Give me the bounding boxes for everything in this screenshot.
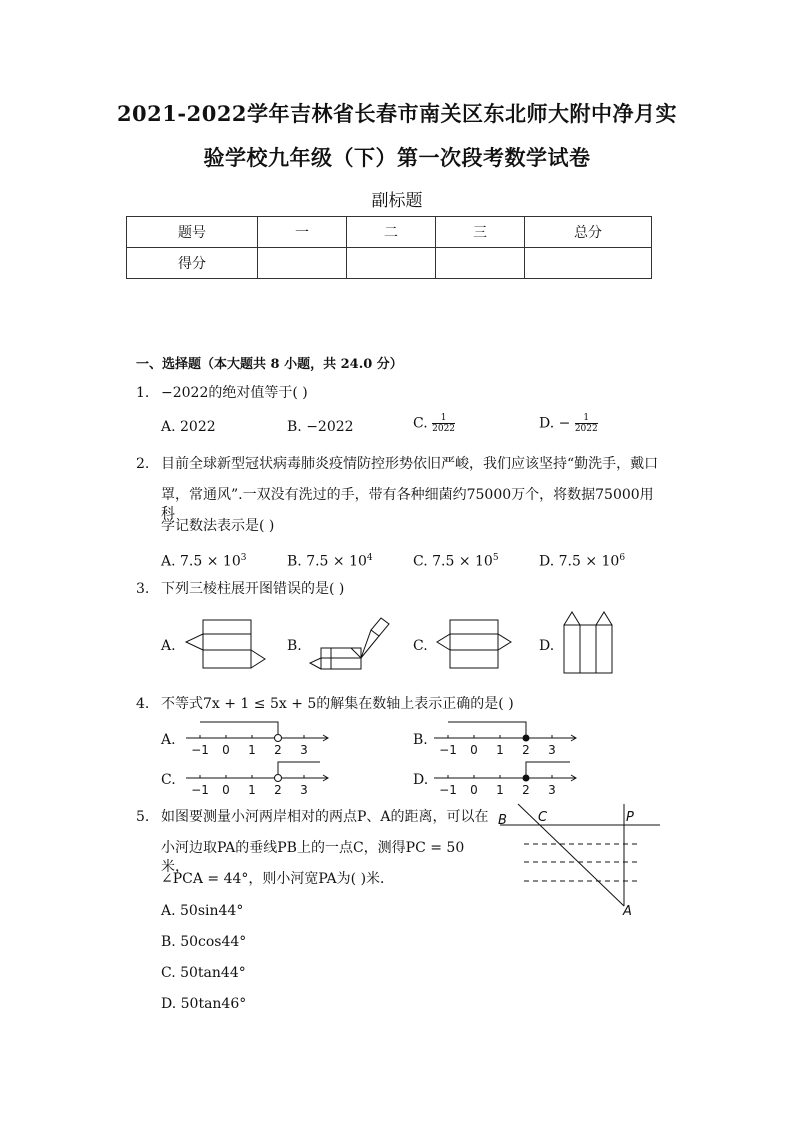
option-b-label: B. — [413, 732, 428, 748]
tick-label: 2 — [274, 783, 282, 797]
question-number: 5. — [136, 809, 150, 825]
score-table-blank-cell — [347, 248, 436, 279]
option-d — [539, 549, 625, 572]
option-a-label: A. — [161, 732, 176, 748]
tick-label: 3 — [548, 783, 556, 797]
option-text: B. 7.5 × 10 — [287, 553, 367, 570]
option-a: A. 2022 — [161, 419, 216, 435]
option-text: C. 7.5 × 10 — [413, 553, 493, 570]
option-c — [413, 413, 455, 434]
page-subtitle: 副标题 — [371, 191, 423, 211]
score-table-cell: 得分 — [127, 248, 258, 279]
option-c-label: C. — [413, 638, 428, 654]
tick-label: −1 — [191, 743, 209, 757]
option-c — [413, 549, 499, 572]
closed-dot — [523, 735, 530, 742]
option-label: C. — [413, 415, 428, 432]
exponent: 6 — [619, 553, 626, 563]
option-a — [161, 549, 246, 572]
score-table-cell: 一 — [258, 217, 347, 248]
option-d — [539, 413, 598, 434]
line-ca — [518, 804, 624, 906]
tick-label: 2 — [522, 783, 530, 797]
option-c: C. 50tan44° — [161, 965, 246, 981]
option-label: D. − — [539, 415, 571, 432]
number-line-d — [428, 756, 588, 798]
score-table-blank-cell — [258, 248, 347, 279]
tick-label: −1 — [439, 783, 457, 797]
tick-label: 0 — [222, 783, 230, 797]
question-number: 4. — [136, 696, 150, 712]
option-a: A. 50sin44° — [161, 903, 244, 919]
fraction — [432, 413, 455, 434]
score-table-cell: 二 — [347, 217, 436, 248]
point-label-b: B — [498, 813, 507, 828]
option-b-label: B. — [287, 638, 302, 654]
question-number: 2. — [136, 456, 150, 472]
denominator: 2022 — [574, 424, 598, 434]
tick-label: 3 — [548, 743, 556, 757]
question-number: 1. — [136, 385, 150, 401]
option-text: D. 7.5 × 10 — [539, 553, 620, 570]
exponent: 3 — [240, 553, 247, 563]
page-title-line-2: 验学校九年级（下）第一次段考数学试卷 — [203, 145, 591, 170]
tick-label: 0 — [470, 783, 478, 797]
prism-net-d-figure — [560, 609, 616, 675]
number-line-c — [180, 756, 340, 798]
option-b: B. 50cos44° — [161, 934, 247, 950]
tick-label: 3 — [300, 783, 308, 797]
closed-dot — [523, 775, 530, 782]
question-stem-line: 罩，常通风”.一双没有洗过的手，带有各种细菌约75000万个，将数据75000用科 — [161, 487, 654, 522]
question-stem-line: 目前全球新型冠状病毒肺炎疫情防控形势依旧严峻，我们应该坚持“勤洗手，戴口 — [161, 456, 659, 472]
option-d: D. 50tan46° — [161, 996, 247, 1012]
question-stem-line: 学记数法表示是( ) — [161, 518, 275, 534]
question-stem: −2022的绝对值等于( ) — [161, 385, 308, 401]
denominator: 2022 — [432, 424, 456, 434]
tick-label: −1 — [439, 743, 457, 757]
exponent: 4 — [366, 553, 373, 563]
question-stem-line: ∠PCA = 44°，则小河宽PA为( )米． — [161, 871, 395, 887]
tick-label: 0 — [222, 743, 230, 757]
prism-net-c-figure — [434, 618, 520, 670]
numerator: 1 — [440, 413, 447, 423]
score-table-cell: 题号 — [127, 217, 258, 248]
point-label-c: C — [538, 810, 548, 825]
prism-net-b-figure — [305, 612, 391, 672]
fraction — [575, 413, 598, 434]
option-text: A. 7.5 × 10 — [161, 553, 241, 570]
score-table-cell: 总分 — [525, 217, 652, 248]
question-stem: 下列三棱柱展开图错误的是( ) — [161, 581, 345, 597]
prism-net-a-figure — [183, 618, 269, 670]
score-table-cell: 三 — [436, 217, 525, 248]
tick-label: 1 — [248, 783, 256, 797]
score-table-score-row — [127, 248, 652, 279]
tick-label: 1 — [496, 783, 504, 797]
tick-label: 2 — [274, 743, 282, 757]
exponent: 5 — [492, 553, 499, 563]
score-table-blank-cell — [436, 248, 525, 279]
option-b — [287, 549, 373, 572]
tick-label: 2 — [522, 743, 530, 757]
point-label-a: A — [623, 904, 632, 918]
score-table-blank-cell — [525, 248, 652, 279]
question-stem-line: 小河边取PA的垂线PB上的一点C，测得PC = 50米， — [161, 840, 465, 875]
open-dot — [275, 775, 282, 782]
river-width-figure — [494, 802, 664, 918]
tick-label: 3 — [300, 743, 308, 757]
option-b: B. −2022 — [287, 419, 354, 435]
question-number: 3. — [136, 581, 150, 597]
tick-label: 1 — [496, 743, 504, 757]
section-heading: 一、选择题（本大题共 8 小题，共 24.0 分） — [136, 357, 403, 372]
tick-label: −1 — [191, 783, 209, 797]
option-c-label: C. — [161, 772, 176, 788]
numerator: 1 — [583, 413, 590, 423]
question-stem: 不等式7x + 1 ≤ 5x + 5的解集在数轴上表示正确的是( ) — [161, 696, 514, 712]
tick-label: 1 — [248, 743, 256, 757]
option-d-label: D. — [413, 772, 429, 788]
question-stem-line: 如图要测量小河两岸相对的两点P、A的距离，可以在 — [161, 809, 489, 825]
page-title-line-1: 2021-2022学年吉林省长春市南关区东北师大附中净月实 — [116, 101, 678, 126]
option-d-label: D. — [539, 638, 555, 654]
open-dot — [275, 735, 282, 742]
number-line-a — [180, 716, 340, 758]
score-table — [126, 216, 652, 279]
point-label-p: P — [626, 810, 634, 825]
option-a-label: A. — [161, 638, 176, 654]
number-line-b — [428, 716, 588, 758]
tick-label: 0 — [470, 743, 478, 757]
score-table-header-row — [127, 217, 652, 248]
